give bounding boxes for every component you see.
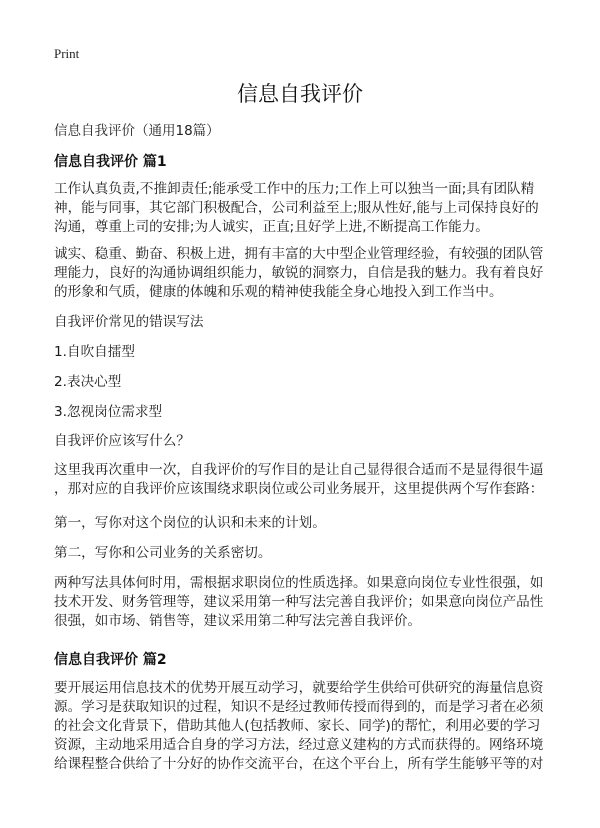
paragraph-work-attitude: [54, 180, 554, 237]
text-line: ，那对应的自我评价应该围绕求职岗位或公司业务展开，这里提供两个写作套路：: [54, 481, 544, 497]
paragraph-approach-1: 第一，写你对这个岗位的认识和未来的计划。: [54, 515, 326, 531]
text-line: 诚实、稳重、勤奋、积极上进，拥有丰富的大中型企业管理经验，有较强的团队管: [54, 246, 544, 262]
text-line: 沟通，尊重上司的安排;为人诚实，正直;且好学上进,不断提高工作能力。: [54, 219, 489, 235]
text-line: 很强，如市场、销售等，建议采用第二种写法完善自我评价。: [54, 613, 422, 629]
paragraph-interactive-learning: [54, 679, 554, 774]
list-item-mistake-1: 1.自吹自擂型: [54, 344, 135, 360]
paragraph-common-mistakes: 自我评价常见的错误写法: [54, 314, 204, 330]
list-item-mistake-3: 3.忽视岗位需求型: [54, 404, 163, 420]
text-line: 资源，主动地采用适合自身的学习方法，经过意义建构的方式而获得的。网络环境: [54, 737, 544, 753]
paragraph-what-to-write: 自我评价应该写什么？: [54, 433, 190, 449]
text-line: 的形象和气质，健康的体魄和乐观的精神使我能全身心地投入到工作当中。: [54, 284, 503, 300]
text-line: 神，能与同事，其它部门积极配合，公司利益至上;服从性好,能与上司保持良好的: [54, 200, 539, 216]
print-label: Print: [54, 46, 80, 61]
paragraph-writing-purpose: [54, 461, 554, 499]
paragraph-personal-qualities: [54, 245, 554, 302]
paragraph-approach-2: 第二，写你和公司业务的关系密切。: [54, 545, 272, 561]
text-line: 的社会文化背景下，借助其他人(包括教师、家长、同学)的帮忙，利用必要的学习: [54, 718, 541, 734]
list-item-mistake-2: 2.表决心型: [54, 374, 122, 390]
text-line: 要开展运用信息技术的优势开展互动学习，就要给学生供给可供研究的海量信息资: [54, 680, 544, 696]
page-title: 信息自我评价: [237, 82, 363, 106]
text-line: 工作认真负责,不推卸责任;能承受工作中的压力;工作上可以独当一面;具有团队精: [54, 181, 535, 197]
text-line: 给课程整合供给了十分好的协作交流平台，在这个平台上，所有学生能够平等的对: [54, 756, 544, 772]
text-line: 源。学习是获取知识的过程，知识不是经过教师传授而得到的，而是学习者在必须: [54, 699, 544, 715]
text-line: 这里我再次重申一次，自我评价的写作目的是让自己显得很合适而不是显得很牛逼: [54, 462, 544, 478]
paragraph-when-to-use: [54, 574, 554, 631]
document-subtitle: 信息自我评价（通用18篇）: [54, 123, 220, 139]
section-heading-1: 信息自我评价 篇1: [54, 154, 167, 170]
text-line: 两种写法具体何时用，需根据求职岗位的性质选择。如果意向岗位专业性很强，如: [54, 575, 544, 591]
text-line: 技术开发、财务管理等，建议采用第一种写法完善自我评价；如果意向岗位产品性: [54, 594, 544, 610]
text-line: 理能力，良好的沟通协调组织能力，敏锐的洞察力，自信是我的魅力。我有着良好: [54, 265, 544, 281]
section-heading-2: 信息自我评价 篇2: [54, 652, 167, 668]
